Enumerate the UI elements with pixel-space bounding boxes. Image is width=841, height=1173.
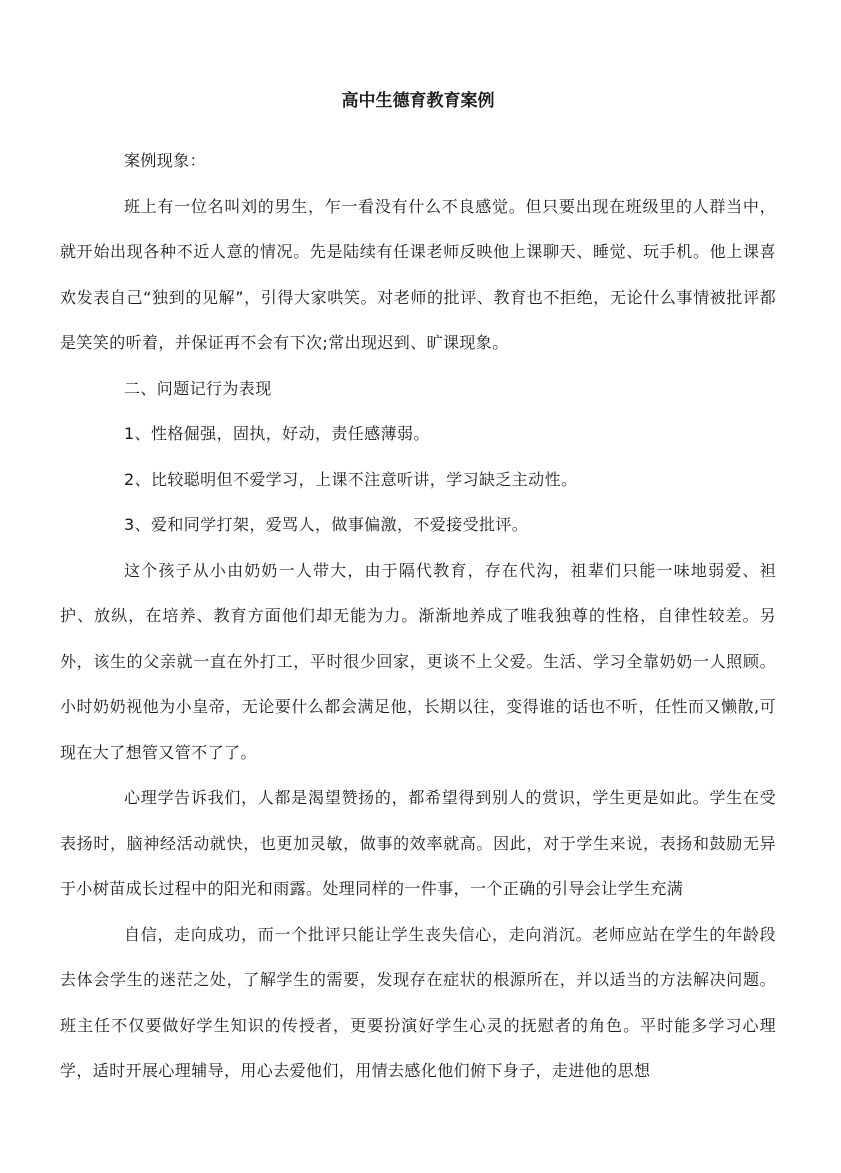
paragraph-background: 这个孩子从小由奶奶一人带大，由于隔代教育，存在代沟，祖辈们只能一味地弱爱、袒护、放纵，在培养、教育方面他们却无能为力。渐渐地养成了唯我独尊的性格，自律性较差。另外，该生的父亲就一直在外打工，平时很少回家，更谈不上父爱。生活、学习全靠奶奶一人照顾。小时奶奶视他为小皇帝，无论要什么都会满足他，长期以往，变得谁的话也不听，任性而又懒散,可现在大了想管又管不了了。 [60,560,776,762]
paragraph-item-1: 1、性格倔强，固执，好动，责任感薄弱。 [124,424,430,443]
paragraph-case-heading: 案例现象： [124,151,207,170]
paragraph-item-3: 3、爱和同学打架，爱骂人，做事偏激，不爱接受批评。 [124,515,529,534]
paragraph-item-2: 2、比较聪明但不爱学习，上课不注意听讲，学习缺乏主动性。 [124,469,578,489]
paragraph-case-description: 班上有一位名叫刘的男生，乍一看没有什么不良感觉。但只要出现在班级里的人群当中，就开始出现各种不近人意的情况。先是陆续有任课老师反映他上课聊天、睡觉、玩手机。他上课喜欢发表自己“独到的见解”，引得大家哄笑。对老师的批评、教育也不拒绝，无论什么事情被批评都是笑笑的听着，并保证再不会有下次;常出现迟到、旷课现象。 [60,196,776,352]
document-title: 高中生德育教育案例 [341,91,495,111]
document-body [60,138,776,1094]
paragraph-teacher-role: 自信，走向成功，而一个批评只能让学生丧失信心，走向消沉。老师应站在学生的年龄段去体会学生的迷茫之处，了解学生的需要，发现存在症状的根源所在，并以适当的方法解决问题。班主任不仅要做好学生知识的传授者，更要扮演好学生心灵的抚慰者的角色。平时能多学习心理学，适时开展心理辅导，用心去爱他们，用情去感化他们俯下身子，走进他的思想 [60,924,776,1080]
paragraph-section-heading: 二、问题记行为表现 [124,378,272,398]
paragraph-psychology: 心理学告诉我们，人都是渴望赞扬的，都希望得到别人的赏识，学生更是如此。学生在受表扬时，脑神经活动就快，也更加灵敏，做事的效率就高。因此，对于学生来说，表扬和鼓励无异于小树苗成长过程中的阳光和雨露。处理同样的一件事，一个正确的引导会让学生充满 [60,788,776,898]
